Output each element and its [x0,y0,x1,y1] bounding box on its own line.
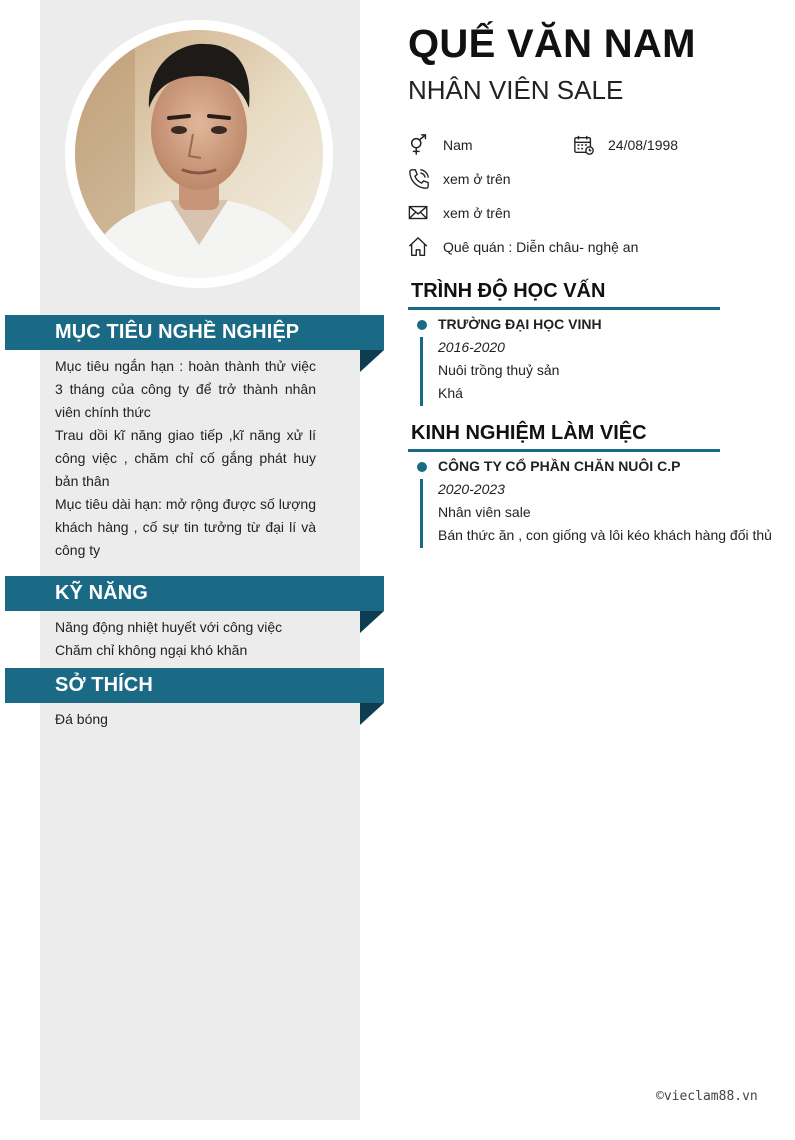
experience-bullet [417,462,427,472]
email-value: xem ở trên [443,205,511,221]
education-grade: Khá [438,385,463,401]
experience-timeline [420,479,423,548]
experience-divider [408,449,720,452]
education-major: Nuôi trồng thuỷ sản [438,362,560,378]
education-period: 2016-2020 [438,339,505,355]
education-title: TRÌNH ĐỘ HỌC VẤN [411,280,606,302]
birthday-value: 24/08/1998 [608,137,679,153]
objective-paragraph: Mục tiêu ngắn hạn : hoàn thành thử việc 3 tháng của công ty để trở thành nhân viên chính thức [55,358,316,420]
gender-icon [408,134,430,156]
experience-entry [438,455,772,547]
gender-value: Nam [443,137,473,153]
hobby-item: Đá bóng [55,711,108,727]
avatar [75,30,323,278]
calendar-icon [573,134,595,156]
avatar-photo [75,30,323,278]
education-timeline [420,337,423,406]
mail-icon [408,202,430,224]
job-title: NHÂN VIÊN SALE [408,75,624,105]
objective-paragraph: Trau dồi kĩ năng giao tiếp ,kĩ năng xử lí công việc , chăm chỉ cố gắng phát huy bản thân [55,427,316,489]
experience-position: Nhân viên sale [438,504,531,520]
objective-ribbon-fold [360,350,384,372]
hobbies-title: SỞ THÍCH [55,674,153,696]
hometown-value: Quê quán : Diễn châu- nghệ an [443,239,639,255]
skill-item: Năng động nhiệt huyết với công việc [55,619,283,635]
skills-title: KỸ NĂNG [55,582,148,604]
experience-description: Bán thức ăn , con giống và lôi kéo khách hàng đối thủ [438,527,772,543]
skills-list [55,616,316,662]
education-bullet [417,320,427,330]
school-name: TRƯỜNG ĐẠI HỌC VINH [438,316,602,332]
experience-title: KINH NGHIỆM LÀM VIỆC [411,422,647,444]
watermark: ©vieclam88.vn [656,1089,758,1104]
education-entry [438,313,602,405]
objective-title: MỤC TIÊU NGHỀ NGHIỆP [55,321,300,343]
skill-item: Chăm chỉ không ngại khó khăn [55,642,248,658]
candidate-name: QUẾ VĂN NAM [408,22,696,66]
skills-ribbon-fold [360,611,384,633]
hobbies-ribbon-fold [360,703,384,725]
experience-period: 2020-2023 [438,481,505,497]
objective-paragraph: Mục tiêu dài hạn: mở rộng được số lượng khách hàng , cố sự tin tưởng từ đại lí và công ty [55,496,316,558]
hobbies-list [55,708,316,731]
home-icon [408,236,430,258]
phone-icon [408,168,430,190]
objective-header [5,315,384,350]
hobbies-header [5,668,384,703]
skills-header [5,576,384,611]
phone-value: xem ở trên [443,171,511,187]
company-name: CÔNG TY CỔ PHẦN CHĂN NUÔI C.P [438,458,681,474]
objective-text [55,355,316,562]
education-divider [408,307,720,310]
